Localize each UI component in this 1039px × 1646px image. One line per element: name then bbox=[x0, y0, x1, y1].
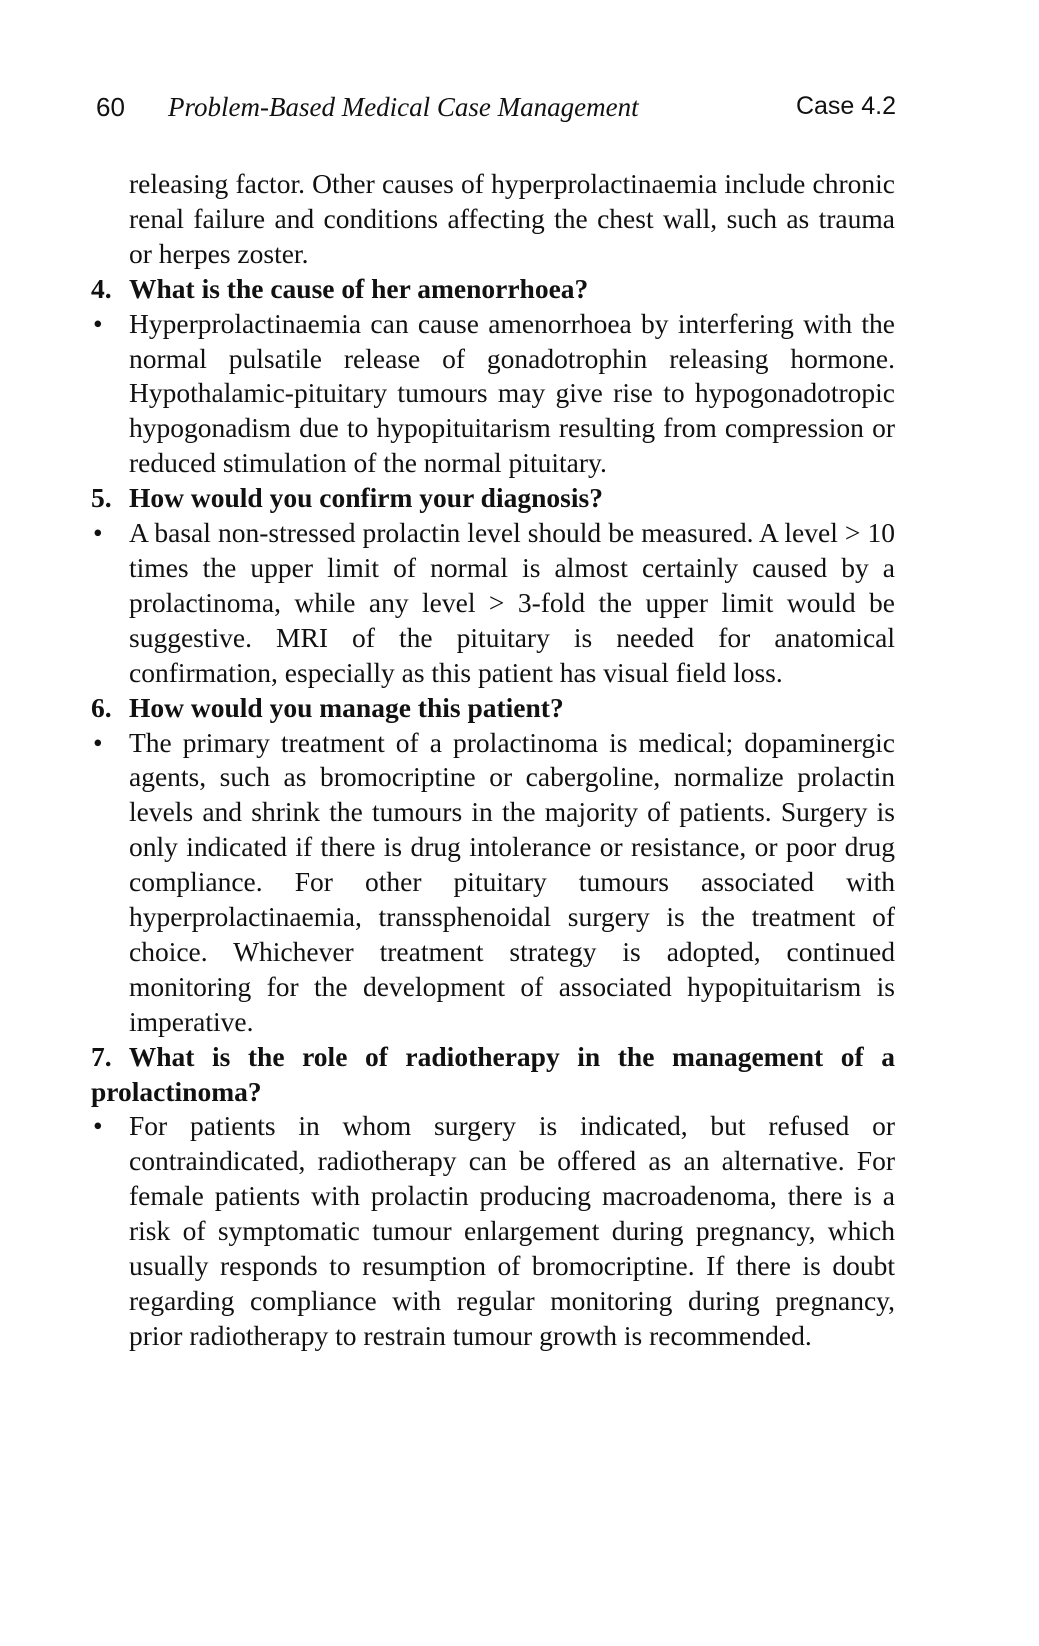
answer-text: The primary treatment of a prolactinoma is medical; dopaminergic agents, such as bromocriptine or cabergoline, normalize prolactin levels and shrink the tumours in the majority of patients. Surgery is only indicated if there is drug intolerance or resistance, or poor drug compliance. For other pituitary tumours associated with hyperprolactinaemia, transsphenoidal surgery is the treatment of choice. Whichever treatment strategy is adopted, continued monitoring for the development of associated hypopituitarism is imperative. bbox=[129, 726, 895, 1037]
answer-4 bbox=[91, 307, 895, 482]
continuation-paragraph: releasing factor. Other causes of hyperprolactinaemia include chronic renal failure and conditions affecting the chest wall, such as trauma or herpes zoster. bbox=[129, 168, 895, 269]
question-number: 7. bbox=[91, 1040, 112, 1072]
question-number: 4. bbox=[91, 272, 112, 304]
question-text: How would you confirm your diagnosis? bbox=[129, 482, 603, 514]
answer-7 bbox=[91, 1109, 895, 1353]
answer-text: A basal non-stressed prolactin level should be measured. A level > 10 times the upper limit of normal is almost certainly caused by a prolactinoma, while any level > 3-fold the upper limit would be suggestive. MRI of the pituitary is needed for anatomical confirmation, especially as this patient has visual field loss. bbox=[129, 517, 895, 688]
bullet-icon: • bbox=[93, 726, 103, 758]
answer-5 bbox=[91, 516, 895, 691]
question-6 bbox=[91, 691, 895, 726]
question-text: What is the cause of her amenorrhoea? bbox=[129, 272, 589, 304]
question-number: 6. bbox=[91, 691, 112, 723]
question-text: What is the role of radiotherapy in the management of a prolactinoma? bbox=[91, 1040, 895, 1107]
page-number: 60 bbox=[96, 92, 125, 122]
question-5 bbox=[91, 481, 895, 516]
question-text: How would you manage this patient? bbox=[129, 691, 564, 723]
question-number: 5. bbox=[91, 482, 112, 514]
answer-6 bbox=[91, 726, 895, 1040]
bullet-icon: • bbox=[93, 307, 103, 339]
answer-text: For patients in whom surgery is indicated, but refused or contraindicated, radiotherapy can be offered as an alternative. For female patients with prolactin producing macroadenoma, there is a risk of symptomatic tumour enlargement during pregnancy, which usually responds to resumption of bromocriptine. If there is doubt regarding compliance with regular monitoring during pregnancy, prior radiotherapy to restrain tumour growth is recommended. bbox=[129, 1110, 895, 1351]
bullet-icon: • bbox=[93, 517, 103, 549]
question-4 bbox=[91, 272, 895, 307]
question-7 bbox=[91, 1040, 895, 1110]
bullet-icon: • bbox=[93, 1110, 103, 1142]
case-label: Case 4.2 bbox=[795, 92, 896, 120]
running-title: Problem-Based Medical Case Management bbox=[168, 92, 639, 122]
page-body bbox=[91, 167, 895, 1354]
page-header bbox=[96, 92, 896, 132]
answer-text: Hyperprolactinaemia can cause amenorrhoea by interfering with the normal pulsatile release of gonadotrophin releasing hormone. Hypothalamic-pituitary tumours may give rise to hypogonadotropic hypogonadism due to hypopituitarism resulting from compression or reduced stimulation of the normal pituitary. bbox=[129, 307, 895, 479]
